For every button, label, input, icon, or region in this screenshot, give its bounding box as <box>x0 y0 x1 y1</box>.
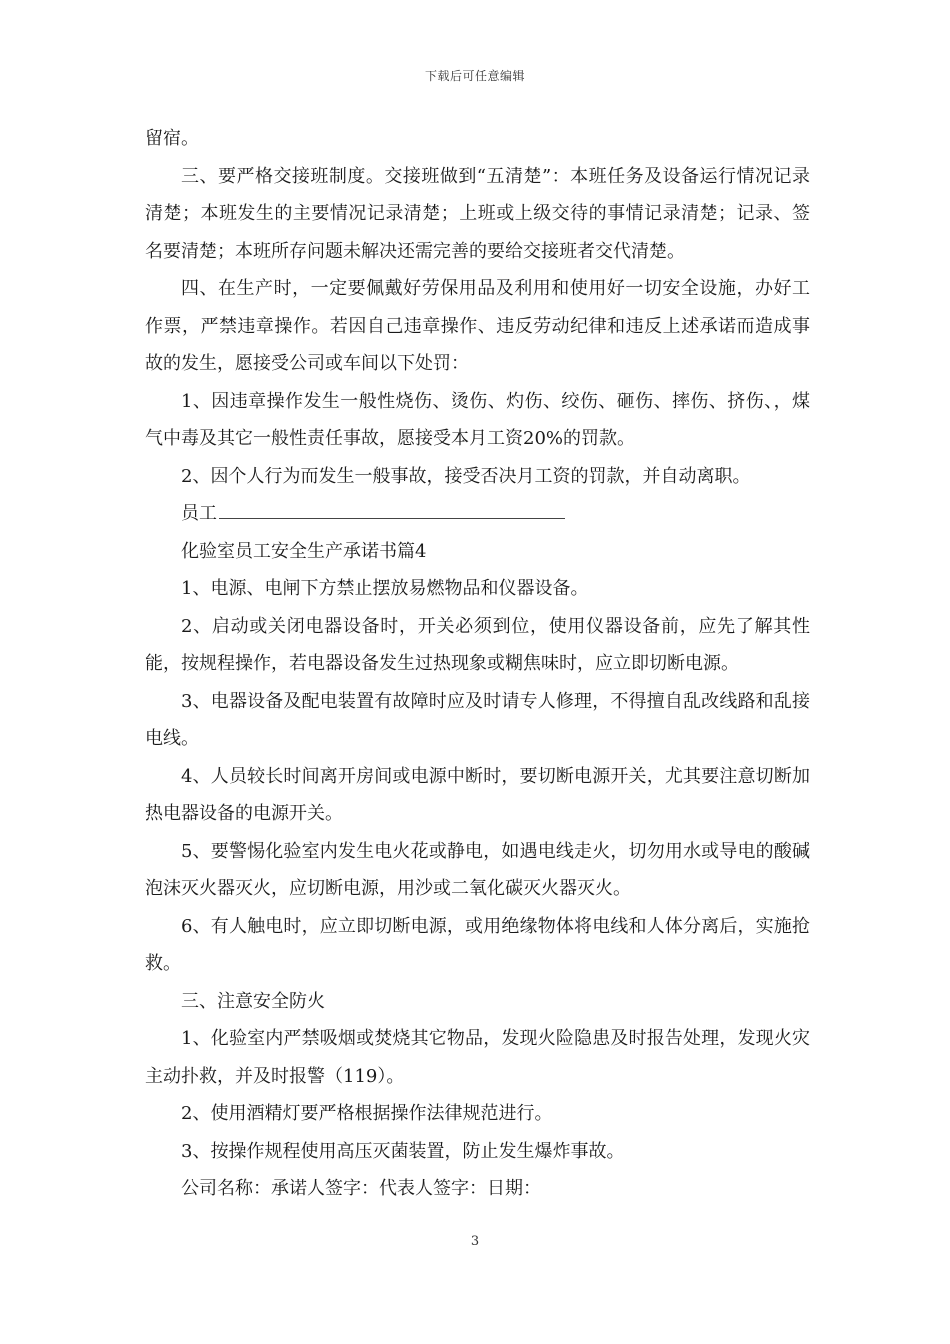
list-item: 3、按操作规程使用高压灭菌装置，防止发生爆炸事故。 <box>181 1140 625 1162</box>
list-item: 1、电源、电闸下方禁止摆放易燃物品和仪器设备。 <box>181 578 589 599</box>
employee-signature-line <box>219 496 565 519</box>
list-item: 1、化验室内严禁吸烟或焚烧其它物品，发现火险隐患及时报告处理，发现火灾主动扑救，并及时报警（119）。 <box>145 1028 810 1087</box>
paragraph-handover-rules: 三、要严格交接班制度。交接班做到“五清楚”：本班任务及设备运行情况记录清楚；本班发生的主要情况记录清楚；上班或上级交待的事情记录清楚；记录、签名要清楚；本班所存问题未解决还需完善的要给交接班者交代清楚。 <box>145 165 810 262</box>
employee-label: 员工 <box>181 503 217 524</box>
section-title: 化验室员工安全生产承诺书篇4 <box>181 540 427 562</box>
page-number: 3 <box>470 1234 480 1249</box>
document-body <box>145 120 810 1208</box>
list-item: 2、启动或关闭电器设备时，开关必须到位，使用仪器设备前，应先了解其性能，按规程操作，若电器设备发生过热现象或糊焦味时，应立即切断电源。 <box>145 615 810 674</box>
paragraph-production-safety: 四、在生产时，一定要佩戴好劳保用品及利用和使用好一切安全设施，办好工作票，严禁违章操作。若因自己违章操作、违反劳动纪律和违反上述承诺而造成事故的发生，愿接受公司或车间以下处罚： <box>145 278 810 374</box>
subsection-heading: 三、注意安全防火 <box>181 990 325 1012</box>
list-item: 4、人员较长时间离开房间或电源中断时，要切断电源开关，尤其要注意切断加热电器设备的电源开关。 <box>145 765 810 824</box>
list-item: 5、要警惕化验室内发生电火花或静电，如遇电线走火，切勿用水或导电的酸碱泡沫灭火器灭火，应切断电源，用沙或二氧化碳灭火器灭火。 <box>145 840 810 899</box>
list-item: 2、使用酒精灯要严格根据操作法律规范进行。 <box>181 1103 553 1124</box>
list-item: 6、有人触电时，应立即切断电源，或用绝缘物体将电线和人体分离后，实施抢救。 <box>145 915 810 974</box>
list-item: 3、电器设备及配电装置有故障时应及时请专人修理，不得擅自乱改线路和乱接电线。 <box>145 690 810 749</box>
paragraph-continuation: 留宿。 <box>145 128 199 149</box>
paragraph-penalty-1: 1、因违章操作发生一般性烧伤、烫伤、灼伤、绞伤、砸伤、摔伤、挤伤、，煤气中毒及其它一般性责任事故，愿接受本月工资20%的罚款。 <box>145 390 810 449</box>
employee-signature-row <box>145 495 810 533</box>
paragraph-penalty-2: 2、因个人行为而发生一般事故，接受否决月工资的罚款，并自动离职。 <box>181 465 751 487</box>
page-header-note: 下载后可任意编辑 <box>424 69 525 83</box>
signature-fields: 公司名称：承诺人签字：代表人签字：日期： <box>181 1178 541 1199</box>
